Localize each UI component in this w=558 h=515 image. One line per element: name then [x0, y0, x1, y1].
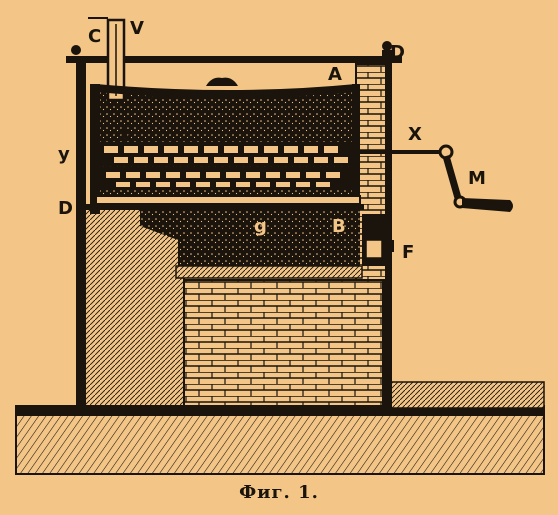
label-c: C [88, 26, 102, 47]
label-m: M [468, 168, 486, 189]
lid-plate [96, 78, 356, 98]
label-g: g [254, 216, 267, 237]
shelf-plate [84, 196, 364, 210]
label-b: B [332, 216, 346, 237]
label-y: y [58, 144, 70, 165]
figure-caption: Фиг. 1. [239, 482, 319, 503]
label-x: X [408, 124, 422, 145]
left-masonry [84, 208, 184, 406]
label-d-left: D [58, 198, 73, 219]
label-a: A [328, 64, 342, 85]
brick-base [184, 280, 388, 406]
label-v: V [130, 18, 144, 39]
block-rows [100, 142, 356, 190]
label-s: S [120, 122, 133, 143]
label-d-top: D [390, 42, 405, 63]
label-f: F [402, 242, 415, 263]
